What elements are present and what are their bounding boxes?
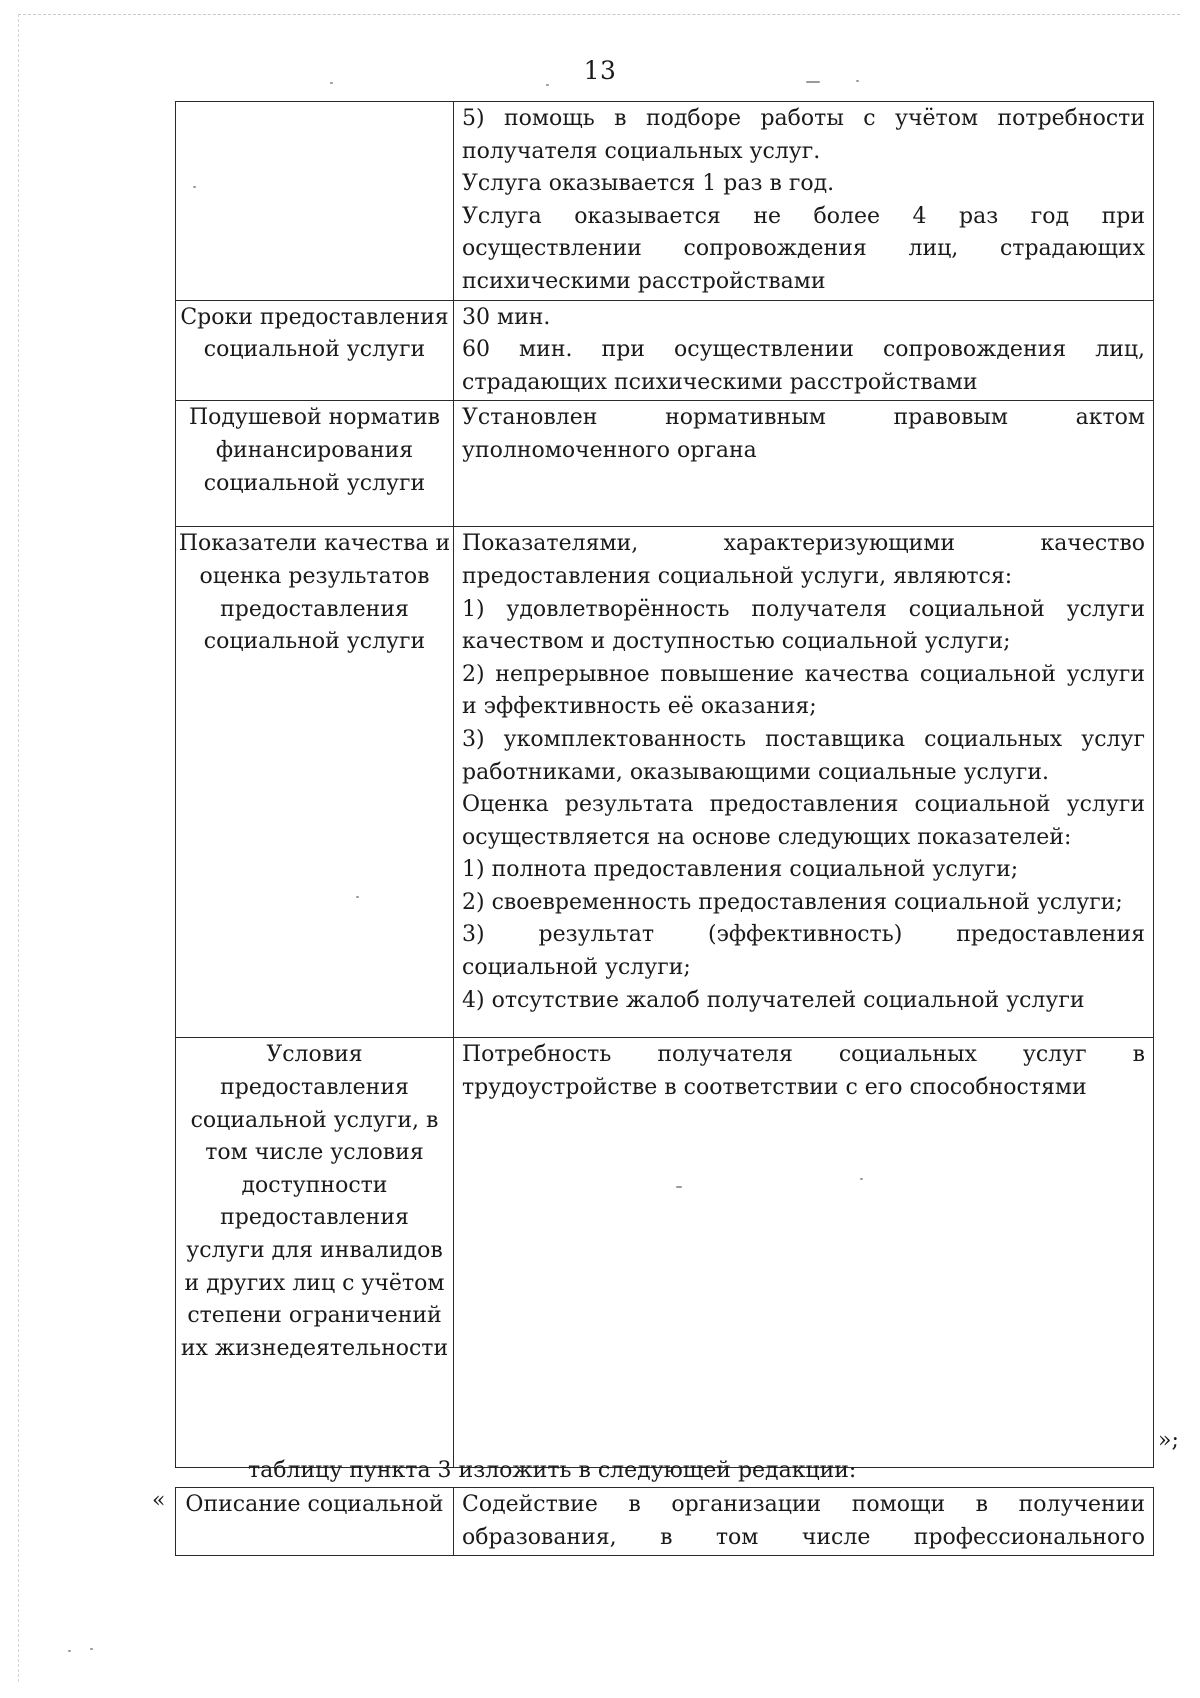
amendment-instruction: таблицу пункта 3 изложить в следующей редакции: [248,1458,857,1483]
scan-speck [90,1648,93,1650]
scan-speck [546,84,549,86]
main-table [175,101,1154,1468]
table-row [176,1038,1154,1468]
row-label: Условия предоставления социальной услуги, в том числе условия доступности предоставления услуги для инвалидов и других лиц с учётом степени ограничений их жизнедеятельности [176,1038,454,1468]
row-label: Сроки предоставления социальной услуги [176,300,454,401]
content-paragraph: Услуга оказывается не более 4 раз год при осуществлении сопровождения лиц, страдающих психическими расстройствами [462,203,1145,294]
scan-speck [860,1178,863,1180]
row-content [454,1488,1154,1556]
page-number: 13 [583,56,617,85]
content-paragraph: 5) помощь в подборе работы с учётом потребности получателя социальных услуг. [462,106,1145,164]
scan-speck [806,81,820,83]
table-row [176,300,1154,401]
closing-quote-mark: »; [1158,1428,1179,1453]
row-label: Показатели качества и оценка результатов предоставления социальной услуги [176,527,454,1038]
table-row [176,102,1154,301]
content-paragraph: Содействие в организации помощи в получении образования, в том числе профессионального [462,1492,1145,1550]
table-row [176,401,1154,527]
content-paragraph: 1) полнота предоставления социальной услуги; [462,857,1019,883]
scan-speck [68,1650,71,1652]
content-paragraph: Установлен нормативным правовым актом уполномоченного органа [462,405,1145,463]
content-paragraph: 60 мин. при осуществлении сопровождения лиц, страдающих психическими расстройствами [462,337,1145,395]
scan-speck [356,896,359,898]
new-table [175,1487,1154,1556]
scan-speck [856,80,859,82]
content-paragraph: 3) результат (эффективность) предоставления социальной услуги; [462,922,1145,981]
opening-quote-mark: « [152,1488,166,1513]
content-paragraph: 30 мин. [462,304,551,330]
content-paragraph: Оценка результата предоставления социальной услуги осуществляется на основе следующих показателей: [462,792,1145,850]
table-row [176,527,1154,1038]
content-paragraph: Потребность получателя социальных услуг в трудоустройстве в соответствии с его способностями [462,1042,1145,1100]
row-label: Описание социальной [176,1488,454,1556]
row-content [454,102,1154,301]
row-content [454,401,1154,527]
scan-speck [193,186,196,188]
row-label [176,102,454,301]
content-paragraph: 2) непрерывное повышение качества социальной услуги и эффективность её оказания; [462,661,1145,720]
content-paragraph: 2) своевременность предоставления социальной услуги; [462,889,1123,915]
content-paragraph: Услуга оказывается 1 раз в год. [462,171,835,197]
scan-speck [676,1186,682,1188]
row-label: Подушевой норматив финансирования социальной услуги [176,401,454,527]
row-content [454,527,1154,1038]
row-content [454,1038,1154,1468]
row-content [454,300,1154,401]
scan-speck [330,82,333,84]
table-row [176,1488,1154,1556]
content-paragraph: 1) удовлетворённость получателя социальной услуги качеством и доступностью социальной услуги; [462,596,1145,655]
content-paragraph: Показателями, характеризующими качество предоставления социальной услуги, являются: [462,531,1145,589]
content-paragraph: 4) отсутствие жалоб получателей социальной услуги [462,987,1085,1013]
content-paragraph: 3) укомплектованность поставщика социальных услуг работниками, оказывающими социальные услуги. [462,726,1145,785]
